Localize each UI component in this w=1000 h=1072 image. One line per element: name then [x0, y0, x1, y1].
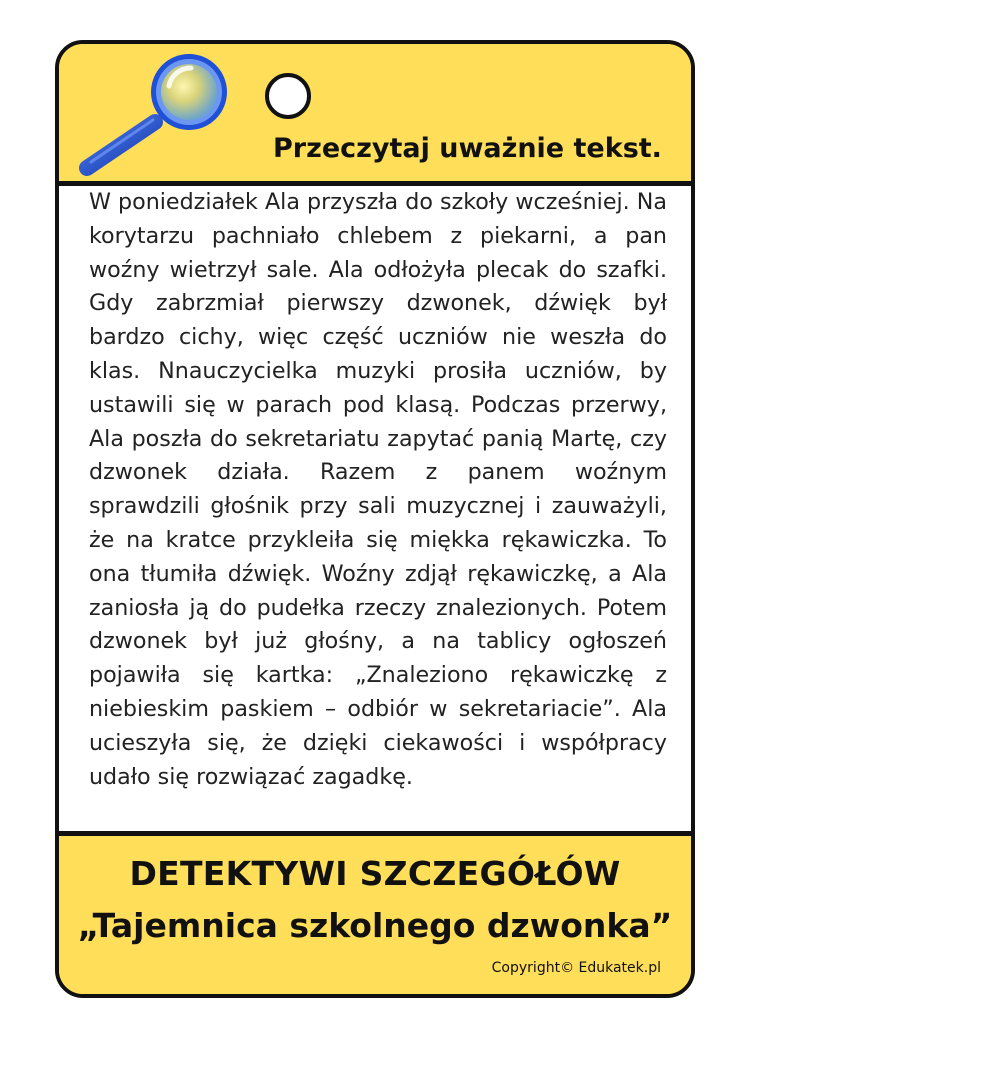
- story-panel: [59, 186, 691, 831]
- card-footer: [59, 836, 691, 994]
- punch-hole-icon: [265, 73, 311, 119]
- series-title: DETEKTYWI SZCZEGÓŁÓW: [129, 854, 621, 893]
- copyright-notice: Copyright© Edukatek.pl: [491, 960, 661, 976]
- reading-card: [55, 40, 695, 998]
- instruction-title: Przeczytaj uważnie tekst.: [273, 133, 662, 164]
- story-title: „Tajemnica szkolnego dzwonka”: [77, 906, 673, 945]
- card-header: [59, 44, 691, 181]
- story-text: W poniedziałek Ala przyszła do szkoły wcześniej. Na korytarzu pachniało chlebem z piekarni, a pan woźny wietrzył sale. Ala odłożyła plecak do szafki. Gdy zabrzmiał pierwszy dzwonek, dźwięk był bardzo cichy, więc część uczniów nie weszła do klas. Nnauczycielka muzyki prosiła uczniów, by ustawili się w parach pod klasą. Podczas przerwy, Ala poszła do sekretariatu zapytać panią Martę, czy dzwonek działa. Razem z panem woźnym sprawdzili głośnik przy sali muzycznej i zauważyli, że na kratce przykleiła się miękka rękawiczka. To ona tłumiła dźwięk. Woźny zdjął rękawiczkę, a Ala zaniosła ją do pudełka rzeczy znalezionych. Potem dzwonek był już głośny, a na tablicy ogłoszeń pojawiła się kartka: „Znaleziono rękawiczkę z niebieskim paskiem – odbiór w sekretariacie”. Ala ucieszyła się, że dzięki ciekawości i współpracy udało się rozwiązać zagadkę.: [89, 189, 667, 790]
- magnifying-glass-icon: [73, 50, 243, 178]
